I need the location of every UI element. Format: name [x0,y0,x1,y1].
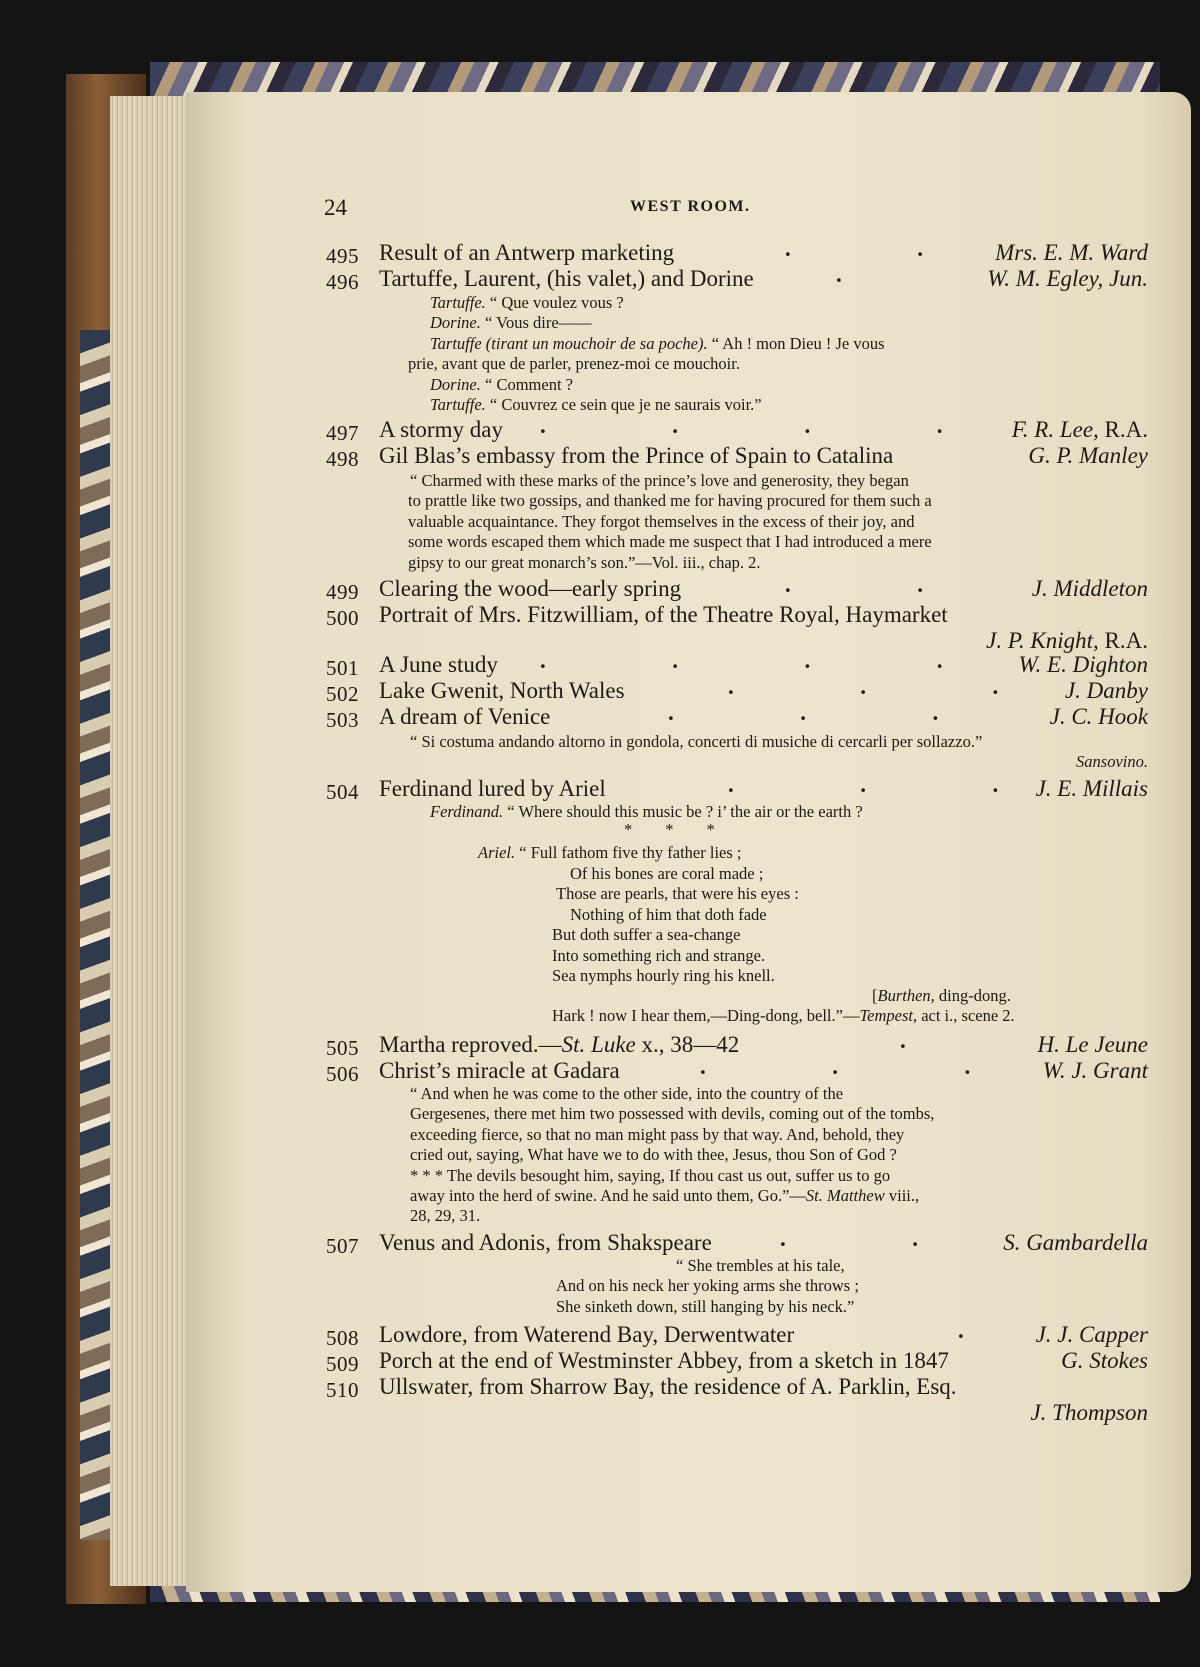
dialogue-line: prie, avant que de parler, prenez-moi ce mouchoir. [408,354,740,373]
entry-number: 496 [326,270,359,294]
entry-title: A June study [379,652,498,677]
leader-dots: . . . [728,674,999,699]
leader-dots: . . [785,236,923,261]
leader-dots: . [958,1318,964,1343]
entry-title: Gil Blas’s embassy from the Prince of Spain to Catalina [379,443,894,468]
entry-title: Christ’s miracle at Gadara [379,1058,620,1083]
entry-artist: G. Stokes [1061,1348,1148,1373]
entry-title: Venus and Adonis, from Shakspeare [379,1230,712,1255]
entry-title: Porch at the end of Westminster Abbey, from a sketch in 1847 [379,1348,949,1373]
entry-number: 499 [326,580,359,604]
leader-dots: . . . . [540,648,943,673]
entry-number: 501 [326,656,359,680]
entry-artist: W. J. Grant [1042,1058,1148,1083]
entry-title: Ferdinand lured by Ariel [379,776,606,801]
quote-source: Sansovino. [1076,752,1148,771]
dialogue-line: Tartuffe. “ Couvrez ce sein que je ne saurais voir.” [430,395,762,414]
entry-number: 510 [326,1378,359,1402]
entry-artist: J. Thompson [1030,1400,1148,1425]
quote-line: “ Si costuma andando altorno in gondola, concerti di musiche di cercarli per sollazzo.” [410,732,983,751]
entry-title: Lake Gwenit, North Wales [379,678,625,703]
entry-artist: S. Gambardella [1003,1230,1148,1255]
verse-line: Ariel. “ Full fathom five thy father lies ; [478,843,742,862]
leader-dots: . [836,262,842,287]
entry-title: Lowdore, from Waterend Bay, Derwentwater [379,1322,795,1347]
entry-artist: G. P. Manley [1028,443,1148,468]
entry-artist: J. Middleton [1031,576,1148,601]
entry-number: 505 [326,1036,359,1060]
quote-line: “ And when he was come to the other side, into the country of the [410,1084,844,1103]
verse-line: Those are pearls, that were his eyes : [556,884,799,903]
entry-number: 497 [326,421,359,445]
quote-line: to prattle like two gossips, and thanked me for having procured for them such a [408,491,932,510]
running-head: WEST ROOM. [630,198,751,215]
dialogue-line: Tartuffe. “ Que voulez vous ? [430,293,624,312]
entry-title: Portrait of Mrs. Fitzwilliam, of the Theatre Royal, Haymarket [379,602,948,627]
quote-line: some words escaped them which made me suspect that I had introduced a mere [408,532,932,551]
quote-line: exceeding fierce, so that no man might pass by that way. And, behold, they [410,1125,905,1144]
entry-title: A dream of Venice [379,704,551,729]
leader-dots: . . [780,1226,918,1251]
entry-artist: J. C. Hook [1049,704,1148,729]
verse-line: And on his neck her yoking arms she throws ; [556,1276,859,1295]
verse-line: She sinketh down, still hanging by his neck.” [556,1297,855,1316]
entry-number: 504 [326,780,359,804]
entry-number: 509 [326,1352,359,1376]
dialogue-line: Dorine. “ Vous dire—— [430,313,592,332]
entry-number: 508 [326,1326,359,1350]
entry-artist: H. Le Jeune [1037,1032,1148,1057]
leader-dots: . . . [700,1054,971,1079]
verse-line: Of his bones are coral made ; [570,864,764,883]
entry-artist: F. R. Lee, R.A. [1011,417,1148,442]
entry-title: Result of an Antwerp marketing [379,240,675,265]
entry-artist: Mrs. E. M. Ward [995,240,1148,265]
quote-line: away into the herd of swine. And he said unto them, Go.”—St. Matthew viii., [410,1186,920,1205]
dialogue-line: Tartuffe (tirant un mouchoir de sa poche). “ Ah ! mon Dieu ! Je vous [430,334,885,353]
quote-line: valuable acquaintance. They forgot themselves in the excess of their joy, and [408,512,915,531]
leader-dots: . . [785,572,923,597]
entry-artist: J. Danby [1064,678,1148,703]
page-number: 24 [324,195,347,220]
entry-artist: J. E. Millais [1035,776,1148,801]
entry-number: 498 [326,447,359,471]
entry-title: A stormy day [379,417,503,442]
quote-line: “ Charmed with these marks of the prince’s love and generosity, they began [410,471,909,490]
entry-title: Clearing the wood—early spring [379,576,682,601]
verse-line: Hark ! now I hear them,—Ding-dong, bell.”—Tempest, act i., scene 2. [552,1006,1015,1025]
verse-line: Nothing of him that doth fade [570,905,767,924]
stage-direction: [Burthen, ding-dong. [872,986,1011,1005]
dialogue-line: Ferdinand. “ Where should this music be ? i’ the air or the earth ? [430,802,863,821]
entry-number: 507 [326,1234,359,1258]
leader-dots: . . . . [540,413,943,438]
entry-title: Ullswater, from Sharrow Bay, the residence of A. Parklin, Esq. [379,1374,957,1399]
quote-line: 28, 29, 31. [410,1206,481,1225]
verse-line: “ She trembles at his tale, [676,1256,845,1275]
quote-line: * * * The devils besought him, saying, If thou cast us out, suffer us to go [410,1166,891,1185]
entry-number: 495 [326,244,359,268]
entry-artist: W. M. Egley, Jun. [987,266,1148,291]
dialogue-line: Dorine. “ Comment ? [430,375,573,394]
entry-number: 500 [326,606,359,630]
quote-line: cried out, saying, What have we to do with thee, Jesus, thou Son of God ? [410,1145,897,1164]
verse-line: Sea nymphs hourly ring his knell. [552,966,775,985]
entry-artist: J. P. Knight, R.A. [986,628,1148,653]
quote-line: Gergesenes, there met him two possessed with devils, coming out of the tombs, [410,1104,935,1123]
entry-number: 502 [326,682,359,706]
entry-number: 506 [326,1062,359,1086]
entry-title: Tartuffe, Laurent, (his valet,) and Dorine [379,266,754,291]
leader-dots: . . . [668,700,939,725]
entry-artist: J. J. Capper [1035,1322,1148,1347]
quote-line: gipsy to our great monarch’s son.”—Vol. iii., chap. 2. [408,553,761,572]
asterisks: * * * [624,820,715,839]
verse-line: Into something rich and strange. [552,946,766,965]
verse-line: But doth suffer a sea-change [552,925,741,944]
leader-dots: . [900,1028,906,1053]
page-edges [110,96,190,1586]
leader-dots: . . . [728,772,999,797]
entry-artist: W. E. Dighton [1018,652,1148,677]
entry-number: 503 [326,708,359,732]
entry-title: Martha reproved.—St. Luke x., 38—42 [379,1032,740,1057]
